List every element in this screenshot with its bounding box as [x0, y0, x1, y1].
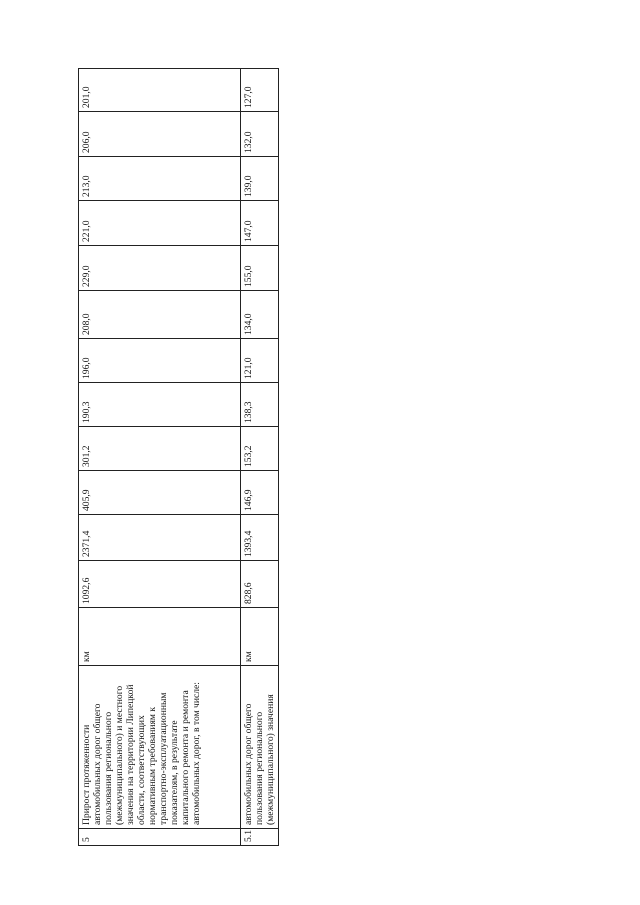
value-cell: 132,0 [241, 112, 279, 157]
value-cell: 405,9 [79, 471, 241, 515]
value-cell: 828,6 [241, 561, 279, 608]
value-cell: 146,9 [241, 471, 279, 515]
indicators-table [78, 68, 279, 846]
row-index-cell: 5 [79, 829, 241, 846]
unit-cell: км [241, 608, 279, 666]
value-cell: 196,0 [79, 339, 241, 383]
value-cell: 138,3 [241, 383, 279, 427]
value-cell: 229,0 [79, 246, 241, 291]
table-row [241, 69, 279, 846]
unit-cell: км [79, 608, 241, 666]
value-cell: 206,0 [79, 112, 241, 157]
indicator-name-cell: автомобильных дорог общего пользования регионального (межмуниципального) значения [241, 666, 279, 829]
value-cell: 147,0 [241, 201, 279, 246]
value-cell: 301,2 [79, 427, 241, 471]
row-index-cell: 5.1 [241, 829, 279, 846]
value-cell: 127,0 [241, 69, 279, 112]
value-cell: 1092,6 [79, 561, 241, 608]
value-cell: 201,0 [79, 69, 241, 112]
value-cell: 190,3 [79, 383, 241, 427]
value-cell: 139,0 [241, 157, 279, 201]
value-cell: 134,0 [241, 291, 279, 339]
value-cell: 221,0 [79, 201, 241, 246]
value-cell: 153,2 [241, 427, 279, 471]
rotated-table-page [78, 69, 276, 846]
value-cell: 121,0 [241, 339, 279, 383]
table-row [79, 69, 241, 846]
value-cell: 1393,4 [241, 515, 279, 561]
value-cell: 2371,4 [79, 515, 241, 561]
value-cell: 213,0 [79, 157, 241, 201]
value-cell: 208,0 [79, 291, 241, 339]
indicator-name-cell: Прирост протяженности автомобильных дорог общего пользования регионального (межмуниципального) и местного значения на территории Липецкой области, соответствующих нормативным требованиям к транспортно-эксплуатационным показателям, в результате капитального ремонта и ремонта автомобильных дорог, в том числе: [79, 666, 241, 829]
value-cell: 155,0 [241, 246, 279, 291]
